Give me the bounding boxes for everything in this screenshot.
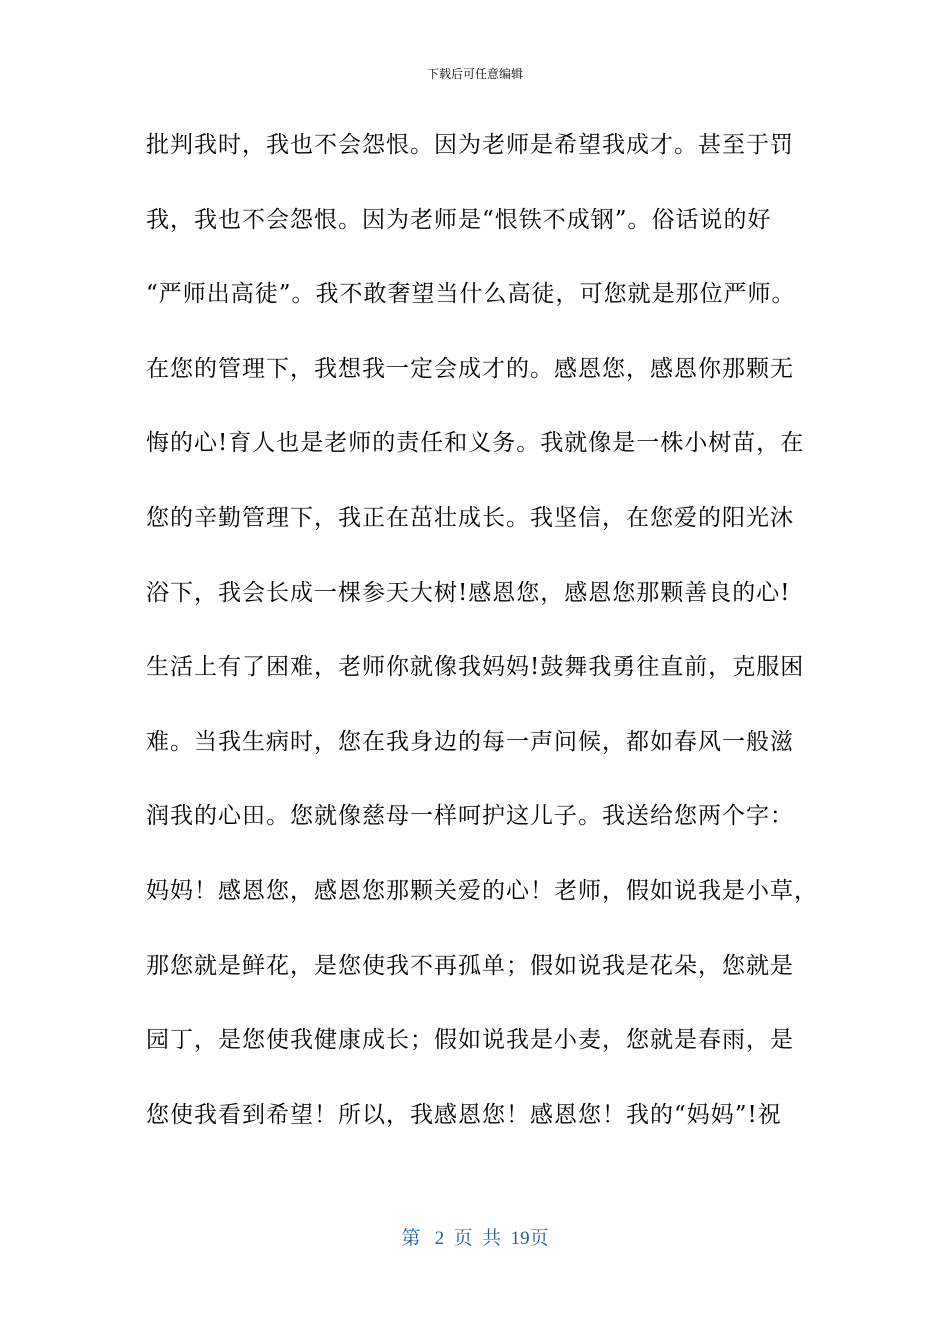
body-line-10: 润我的心田。您就像慈母一样呵护这儿子。我送给您两个字： [146,803,794,830]
footer-label-unit: 页 [453,1228,473,1249]
footer-label-total: 共 [482,1228,502,1249]
body-line-4: 在您的管理下，我想我一定会成才的。感恩您，感恩你那颗无 [146,355,794,382]
body-line-11: 妈妈！感恩您，感恩您那颗关爱的心！老师，假如说我是小草， [146,877,818,904]
footer-label-page: 第 [401,1228,421,1249]
body-line-6: 您的辛勤管理下，我正在茁壮成长。我坚信，在您爱的阳光沐 [146,504,794,531]
page-header [0,66,950,82]
body-line-8: 生活上有了困难，老师你就像我妈妈!鼓舞我勇往直前，克服困 [146,654,805,681]
body-line-14: 您使我看到希望！所以，我感恩您！感恩您！我的“妈妈”!祝 [146,1101,782,1128]
body-line-13: 园丁，是您使我健康成长；假如说我是小麦，您就是春雨，是 [146,1027,794,1054]
body-line-3: “严师出高徒”。我不敢奢望当什么高徒，可您就是那位严师。 [146,281,796,308]
footer-total-pages: 19 [510,1228,530,1249]
body-line-1: 批判我时，我也不会怨恨。因为老师是希望我成才。甚至于罚 [146,132,794,158]
header-note: 下载后可任意编辑 [426,67,523,81]
document-body [146,122,826,1166]
body-line-7: 浴下，我会长成一棵参天大树!感恩您，感恩您那颗善良的心! [146,579,791,606]
page-footer [0,1226,950,1252]
footer-label-unit-end: 页 [529,1228,549,1249]
body-line-2: 我，我也不会怨恨。因为老师是“恨铁不成钢”。俗话说的好 [146,206,772,233]
body-line-12: 那您就是鲜花，是您使我不再孤单；假如说我是花朵，您就是 [146,952,794,979]
body-line-9: 难。当我生病时，您在我身边的每一声问候，都如春风一般滋 [146,728,794,755]
footer-current-page: 2 [434,1228,445,1249]
body-line-5: 悔的心!育人也是老师的责任和义务。我就像是一株小树苗，在 [146,430,805,457]
